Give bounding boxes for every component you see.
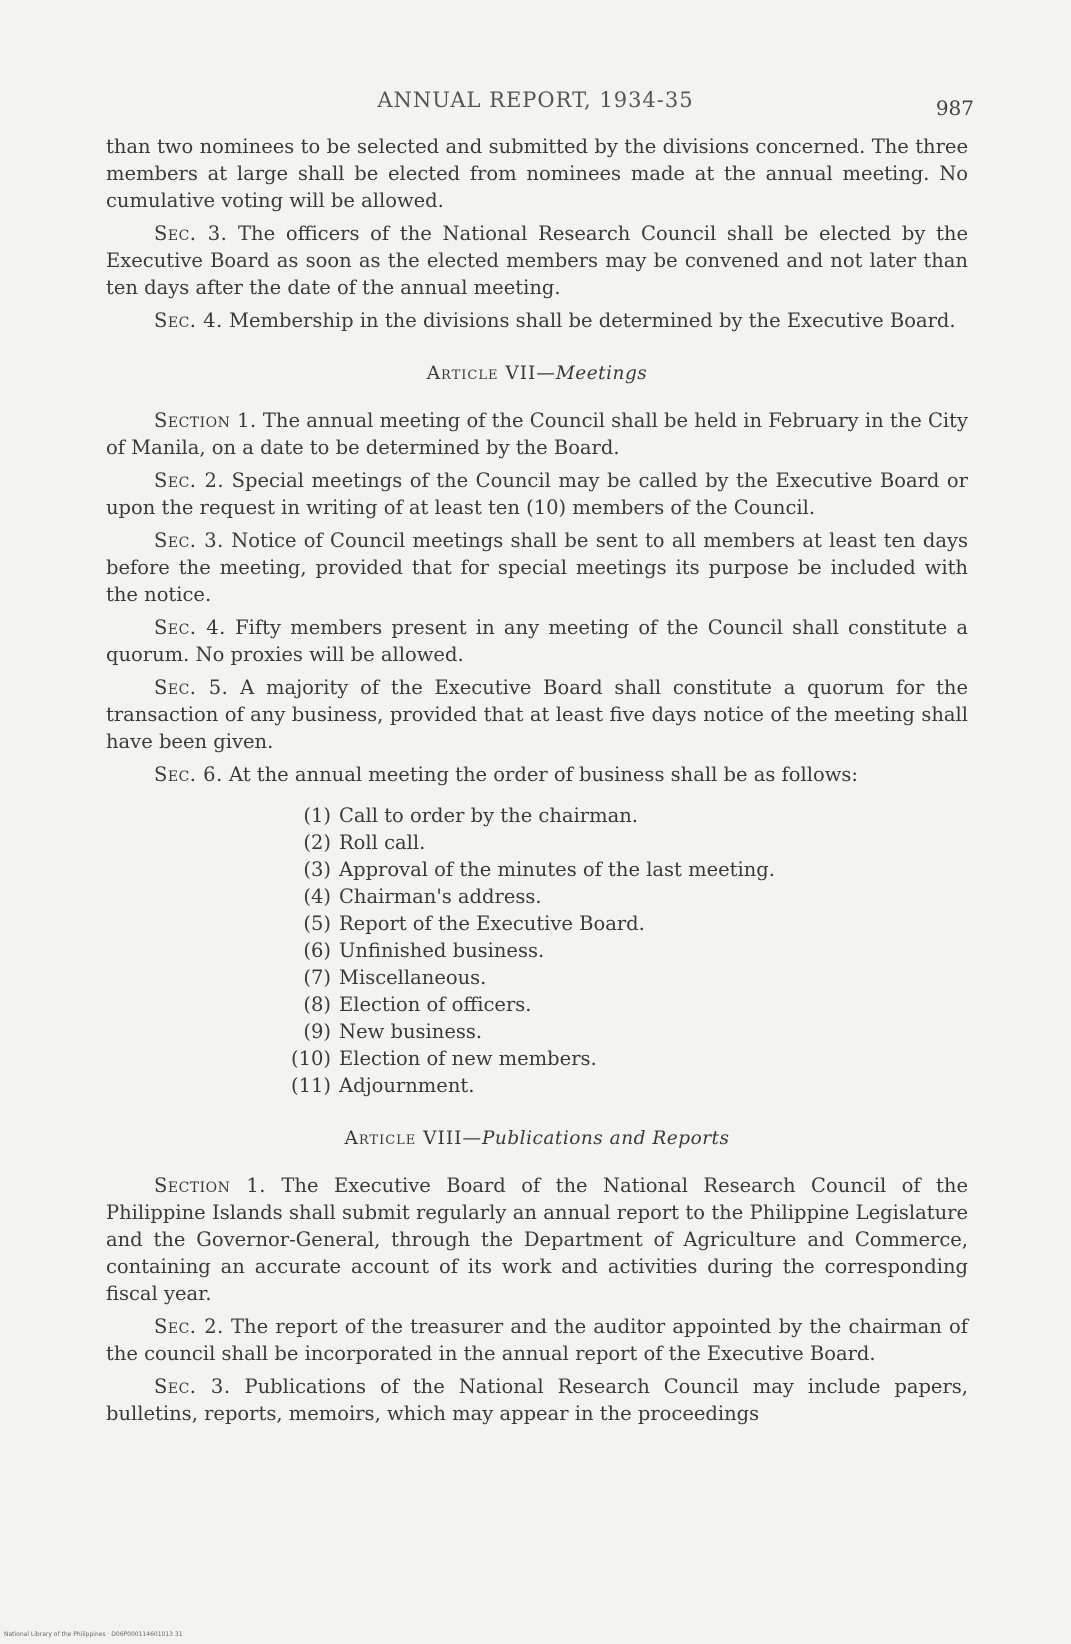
paragraph	[106, 614, 968, 668]
section-label: Sec. 2.	[154, 1315, 224, 1338]
paragraph	[106, 307, 968, 334]
list-item	[281, 910, 968, 937]
paragraph	[106, 467, 968, 521]
paragraph: than two nominees to be selected and submitted by the divisions concerned. The three members at large shall be elected from nominees made at the annual meeting. No cumulative voting will be allowed.	[106, 135, 968, 212]
section-text: At the annual meeting the order of business shall be as follows:	[229, 763, 858, 786]
list-number: (3)	[303, 858, 331, 881]
paragraph	[106, 407, 968, 461]
list-number: (8)	[303, 993, 331, 1016]
paragraph	[106, 674, 968, 755]
section-label: Sec. 4.	[154, 309, 223, 332]
order-of-business-list	[106, 802, 968, 1099]
list-number: (11)	[290, 1074, 331, 1097]
section-text: Special meetings of the Council may be called by the Executive Board or upon the request in writing of at least ten (10) members of the Council.	[106, 469, 968, 519]
section-label: Sec. 3.	[154, 1375, 231, 1398]
list-item	[281, 937, 968, 964]
list-number: (6)	[303, 939, 331, 962]
list-number: (10)	[290, 1047, 331, 1070]
section-text: Publications of the National Research Council may include papers, bulletins, reports, memoirs, which may appear in the proceedings	[106, 1375, 968, 1425]
list-number: (4)	[303, 885, 331, 908]
list-item	[281, 829, 968, 856]
article-title: Publications and Reports	[481, 1128, 730, 1149]
list-text: Unfinished business.	[339, 939, 545, 962]
article-heading: Article VII—Meetings	[426, 363, 648, 384]
section-label: Section 1.	[154, 1174, 266, 1197]
paragraph	[106, 527, 968, 608]
paragraph	[106, 1373, 968, 1427]
list-item	[281, 991, 968, 1018]
paragraph	[106, 761, 968, 788]
list-text: Adjournment.	[339, 1074, 475, 1097]
section-text: Membership in the divisions shall be determined by the Executive Board.	[229, 309, 956, 332]
list-item	[281, 1018, 968, 1045]
list-number: (9)	[303, 1020, 331, 1043]
section-label: Sec. 6.	[154, 763, 223, 786]
section-label: Sec. 2.	[154, 469, 225, 492]
article-label: Article VIII	[344, 1128, 463, 1149]
section-label: Section 1.	[154, 409, 257, 432]
list-text: Roll call.	[339, 831, 426, 854]
list-item	[281, 883, 968, 910]
list-item	[281, 1045, 968, 1072]
list-text: Election of new members.	[339, 1047, 597, 1070]
list-text: Miscellaneous.	[339, 966, 487, 989]
paragraph	[106, 1172, 968, 1307]
paragraph	[106, 220, 968, 301]
section-text: The officers of the National Research Council shall be elected by the Executive Board as soon as the elected members may be convened and not later than ten days after the date of the annual meeting.	[106, 222, 968, 299]
section-text: Fifty members present in any meeting of the Council shall constitute a quorum. No proxies will be allowed.	[106, 616, 969, 666]
running-head: ANNUAL REPORT, 1934-35	[377, 88, 694, 112]
footer-stamp: National Library of the Philippines · D06P000114601013 31	[4, 1631, 183, 1638]
section-label: Sec. 5.	[154, 676, 229, 699]
list-number: (7)	[303, 966, 331, 989]
section-label: Sec. 4.	[154, 616, 226, 639]
list-number: (5)	[303, 912, 331, 935]
list-text: Chairman's address.	[339, 885, 542, 908]
list-text: Approval of the minutes of the last meeting.	[339, 858, 775, 881]
article-label: Article VII	[426, 363, 537, 384]
section-label: Sec. 3.	[154, 222, 228, 245]
list-text: Report of the Executive Board.	[339, 912, 645, 935]
section-label: Sec. 3.	[154, 529, 224, 552]
section-text: The report of the treasurer and the auditor appointed by the chairman of the council shall be incorporated in the annual report of the Executive Board.	[106, 1315, 968, 1365]
section-text: Notice of Council meetings shall be sent to all members at least ten days before the meeting, provided that for special meetings its purpose be included with the notice.	[106, 529, 969, 606]
article-title: Meetings	[555, 363, 648, 384]
list-text: New business.	[339, 1020, 483, 1043]
list-item	[281, 802, 968, 829]
section-text: The annual meeting of the Council shall be held in February in the City of Manila, on a date to be determined by the Board.	[106, 409, 968, 459]
section-text: The Executive Board of the National Research Council of the Philippine Islands shall submit regularly an annual report to the Philippine Legislature and the Governor-General, through the Department of Agriculture and Commerce, containing an accurate account of its work and activities during the corresponding fiscal year.	[106, 1174, 968, 1305]
list-text: Election of officers.	[339, 993, 532, 1016]
list-text: Call to order by the chairman.	[339, 804, 638, 827]
list-number: (1)	[303, 804, 331, 827]
list-item	[281, 856, 968, 883]
paragraph	[106, 1313, 968, 1367]
article-heading: Article VIII—Publications and Reports	[344, 1128, 730, 1149]
page-number: 987	[935, 96, 974, 120]
list-item	[281, 1072, 968, 1099]
section-text: A majority of the Executive Board shall constitute a quorum for the transaction of any business, provided that at least five days notice of the meeting shall have been given.	[106, 676, 969, 753]
body-text	[106, 133, 968, 1433]
list-number: (2)	[303, 831, 331, 854]
list-item	[281, 964, 968, 991]
